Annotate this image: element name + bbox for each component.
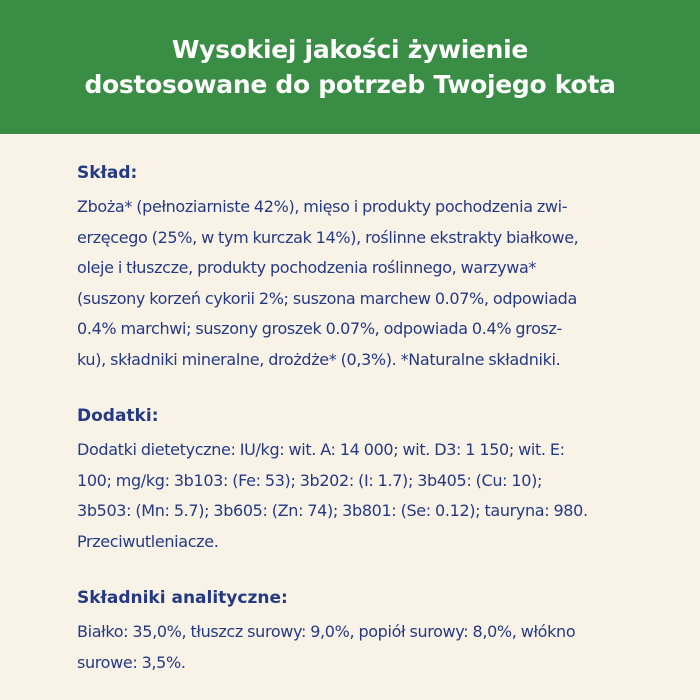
section-heading: Dodatki:: [77, 406, 159, 426]
title-line-2: dostosowane do potrzeb Twojego kota: [84, 70, 616, 99]
text-line: 100; mg/kg: 3b103: (Fe: 53); 3b202: (I: 1.7); 3b405: (Cu: 10);: [77, 470, 542, 490]
section-composition: [77, 162, 660, 375]
text-line: Białko: 35,0%, tłuszcz surowy: 9,0%, popiół surowy: 8,0%, włókno: [77, 622, 576, 641]
text-line: Dodatki dietetyczne: IU/kg: wit. A: 14 000; wit. D3: 1 150; wit. E:: [77, 440, 565, 459]
section-heading: Skład:: [77, 163, 138, 183]
text-line: Przeciwutleniacze.: [77, 531, 219, 551]
content-area: [0, 134, 700, 678]
header-banner: [0, 0, 700, 134]
text-line: Zboża* (pełnoziarniste 42%), mięso i produkty pochodzenia zwi-: [77, 197, 568, 216]
text-line: 0.4% marchwi; suszony groszek 0.07%, odpowiada 0.4% grosz-: [77, 319, 562, 338]
section-heading: Składniki analityczne:: [77, 588, 288, 608]
section-body: [77, 192, 660, 375]
section-body: [77, 617, 660, 678]
text-line: ku), składniki mineralne, drożdże* (0,3%). *Naturalne składniki.: [77, 349, 561, 369]
text-line: (suszony korzeń cykorii 2%; suszona marchew 0.07%, odpowiada: [77, 288, 577, 308]
section-body: [77, 435, 660, 557]
text-line: oleje i tłuszcze, produkty pochodzenia roślinnego, warzywa*: [77, 258, 537, 277]
section-additives: [77, 405, 660, 557]
title-line-1: Wysokiej jakości żywienie: [171, 35, 529, 64]
page-title: [50, 32, 650, 102]
section-analytical: [77, 587, 660, 678]
text-line: surowe: 3,5%.: [77, 652, 186, 672]
text-line: erzęcego (25%, w tym kurczak 14%), roślinne ekstrakty białkowe,: [77, 227, 579, 247]
text-line: 3b503: (Mn: 5.7); 3b605: (Zn: 74); 3b801: (Se: 0.12); tauryna: 980.: [77, 501, 588, 520]
